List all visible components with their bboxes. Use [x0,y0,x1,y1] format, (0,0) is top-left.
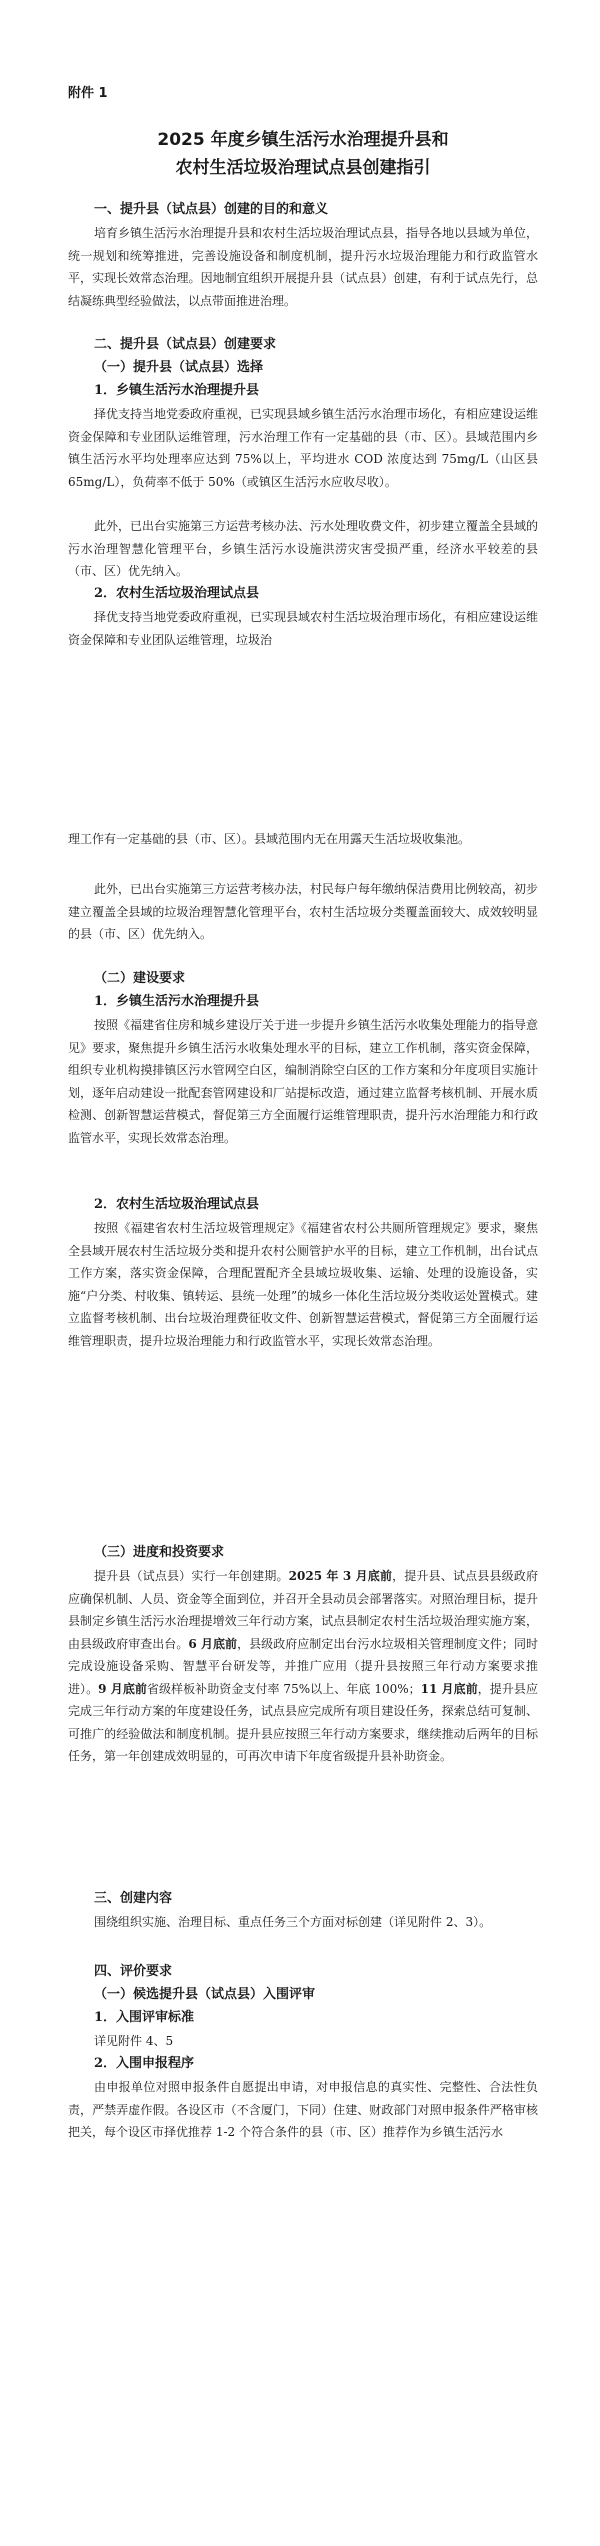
build-garbage-heading: 2．农村生活垃圾治理试点县 [94,1197,260,1212]
application-procedure-heading: 2．入围申报程序 [94,2056,195,2071]
application-procedure-paragraph: 由申报单位对照申报条件自愿提出申请，对申报信息的真实性、完整性、合法性负责，严禁弄虚作假。各设区市（不含厦门，下同）住建、财政部门对照申报条件严格审核把关，每个设区市择优推荐 1-2 个符合条件的县（市、区）推荐作为乡镇生活污水 [68,2080,538,2139]
review-criteria-paragraph: 详见附件 4、5 [94,2034,174,2048]
item-sewage-county-paragraph-1: 择优支持当地党委政府重视，已实现县域乡镇生活污水治理市场化，有相应建设运维资金保障和专业团队运维管理，污水治理工作有一定基础的县（市、区）。县域范围内乡镇生活污水平均处理率应达到 75%以上，平均进水 COD 浓度达到 75mg/L（山区县 65mg/L），负荷率不低于 50%（或镇区生活污水应收尽收）。 [68,407,539,489]
item-garbage-county-paragraph-1a: 择优支持当地党委政府重视，已实现县域农村生活垃圾治理市场化，有相应建设运维资金保障和专业团队运维管理，垃圾治 [68,610,539,647]
item-garbage-county-heading: 2．农村生活垃圾治理试点县 [94,586,260,601]
schedule-deadline-september: 9 月底前 [98,1681,147,1696]
subsection-4-1-heading: （一）候选提升县（试点县）入围评审 [94,1987,316,2002]
title-line-2: 农村生活垃圾治理试点县创建指引 [175,158,431,178]
schedule-text-a: 提升县（试点县）实行一年创建期。 [94,1569,289,1583]
review-criteria-heading: 1．入围评审标准 [94,2010,195,2025]
schedule-deadline-november: 11 月底前 [420,1681,478,1696]
build-sewage-paragraph: 按照《福建省住房和城乡建设厅关于进一步提升乡镇生活污水收集处理能力的指导意见》要求，聚焦提升乡镇生活污水收集处理水平的目标，建立工作机制，落实资金保障，组织专业机构摸排镇区污水管网空白区，编制消除空白区的工作方案和分年度项目实施计划，逐年启动建设一批配套管网建设和厂站提标改造，通过建立监督考核机制、开展水质检测、创新智慧运营模式，督促第三方全面履行运维管理职责，提升污水治理能力和行政监管水平，实现长效常态治理。 [68,1018,539,1145]
item-garbage-county-paragraph-2: 此外，已出台实施第三方运营考核办法，村民每户每年缴纳保洁费用比例较高，初步建立覆盖全县域的垃圾治理智慧化管理平台，农村生活垃圾分类覆盖面较大、成效较明显的县（市、区）优先纳入。 [68,882,539,941]
build-garbage-paragraph: 按照《福建省农村生活垃圾管理规定》《福建省农村公共厕所管理规定》要求，聚焦全县域开展农村生活垃圾分类和提升农村公厕管护水平的目标，建立工作机制，出台试点工作方案，落实资金保障，合理配置配齐全县域垃圾收集、运输、处理的设施设备，实施“户分类、村收集、镇转运、县统一处理”的城乡一体化生活垃圾分类收运处置模式。建立监督考核机制、出台垃圾治理费征收文件、创新智慧运营模式，督促第三方全面履行运维管理职责，提升垃圾治理能力和行政监管水平，实现长效常态治理。 [68,1221,538,1348]
schedule-paragraph [68,1565,538,1768]
section-3-paragraph: 围绕组织实施、治理目标、重点任务三个方面对标创建（详见附件 2、3）。 [94,1915,492,1929]
document-title [68,126,538,182]
item-sewage-county-heading: 1．乡镇生活污水治理提升县 [94,383,260,398]
section-1-paragraph: 培育乡镇生活污水治理提升县和农村生活垃圾治理试点县，指导各地以县域为单位，统一规划和统筹推进，完善设施设备和制度机制，提升污水垃圾治理能力和行政监管水平，实现长效常态治理。因地制宜组织开展提升县（试点县）创建，有利于试点先行，总结凝练典型经验做法，以点带面推进治理。 [68,226,539,308]
attachment-label: 附件 1 [68,86,108,101]
subsection-2-1-heading: （一）提升县（试点县）选择 [94,360,264,375]
title-line-1: 2025 年度乡镇生活污水治理提升县和 [157,130,449,150]
item-sewage-county-paragraph-2: 此外，已出台实施第三方运营考核办法、污水处理收费文件，初步建立覆盖全县域的污水治理智慧化管理平台，乡镇生活污水设施洪涝灾害受损严重，经济水平较差的县（市、区）优先纳入。 [68,519,539,578]
schedule-text-e: 省级样板补助资金支付率 75%以上、年底 100%； [146,1681,421,1696]
item-garbage-county-paragraph-1b: 理工作有一定基础的县（市、区）。县域范围内无在用露天生活垃圾收集池。 [68,832,471,846]
subsection-2-2-heading: （二）建设要求 [94,971,186,986]
build-sewage-heading: 1．乡镇生活污水治理提升县 [94,994,260,1009]
schedule-deadline-june: 6 月底前 [188,1636,238,1651]
schedule-text-c: ，提升县、试点县县级政府应确保机制、人员、资金等全面到位，并召开全县动员会部署落实。对照治理目标，提升县制定乡镇生活污水治理提增效三年行动方案，试点县制定农村生活垃圾治理实施方案，由县级政府审查出台。 [68,1569,538,1651]
schedule-text-d: ，县级政府应制定出台污水垃圾相关管理制度文件；同时完成设施设备采购、智慧平台研发等，并推广应用（提升县按照三年行动方案要求推进）。 [68,1636,538,1696]
section-2-heading: 二、提升县（试点县）创建要求 [94,337,277,352]
subsection-2-3-heading: （三）进度和投资要求 [94,1545,225,1560]
section-3-heading: 三、创建内容 [94,1891,173,1906]
section-1-heading: 一、提升县（试点县）创建的目的和意义 [94,202,329,217]
schedule-text-f: ，提升县应完成三年行动方案的年度建设任务，试点县应完成所有项目建设任务，探索总结可复制、可推广的经验做法和制度机制。提升县应按照三年行动方案要求，继续推动后两年的目标任务，第一年创建成效明显的，可再次申请下年度省级提升县补助资金。 [68,1681,538,1763]
schedule-deadline-march: 2025 年 3 月底前 [288,1569,393,1583]
section-4-heading: 四、评价要求 [94,1964,173,1979]
